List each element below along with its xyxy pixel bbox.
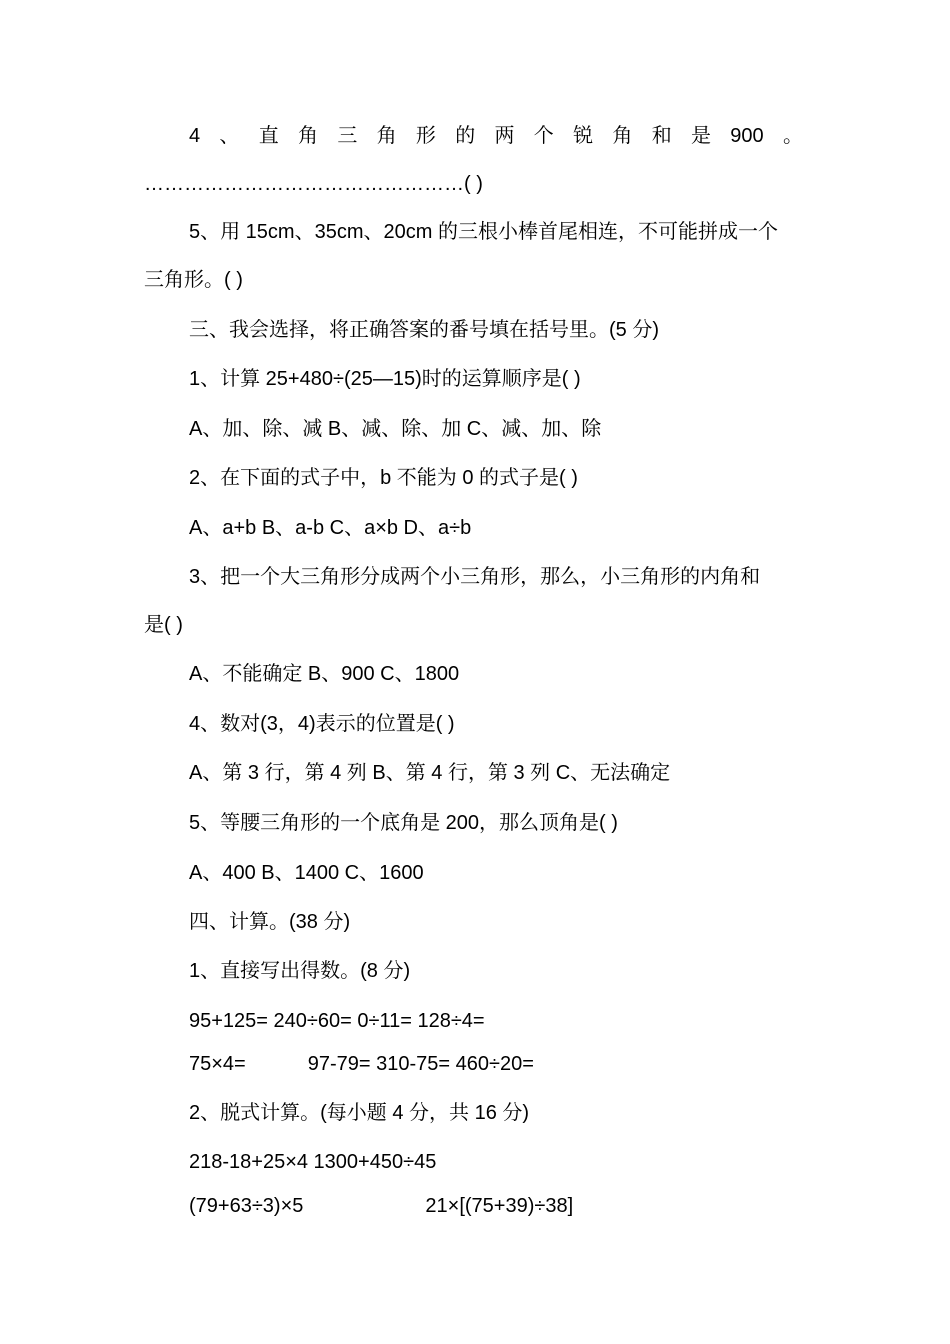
- q5-line-1: 5、用 15cm、35cm、20cm 的三根小棒首尾相连，不可能拼成一个: [189, 221, 778, 243]
- q4-statement: [189, 124, 803, 148]
- section-4-title: 四、计算。(38 分): [189, 911, 351, 933]
- q4-char: 直: [258, 125, 279, 147]
- choice-1-options: A、加、除、减 B、减、除、加 C、减、加、除: [189, 418, 602, 440]
- choice-2-question: 2、在下面的式子中，b 不能为 0 的式子是( ): [189, 467, 578, 489]
- choice-4-options: A、第 3 行，第 4 列 B、第 4 行，第 3 列 C、无法确定: [189, 762, 671, 784]
- q4-char: 形: [415, 125, 436, 147]
- q4-char: 角: [298, 125, 319, 147]
- choice-4-question: 4、数对(3，4)表示的位置是( ): [189, 713, 455, 735]
- oral-calc-row-1: 95+125= 240÷60= 0÷11= 128÷4=: [189, 1010, 485, 1032]
- q4-char: 900: [730, 125, 764, 147]
- q4-char: 角: [376, 125, 397, 147]
- q4-char: 的: [455, 125, 476, 147]
- q4-char: 、: [219, 125, 240, 147]
- choice-5-options: A、400 B、1400 C、1600: [189, 862, 424, 884]
- q4-char: 和: [651, 125, 672, 147]
- q5-line-2: 三角形。( ): [144, 269, 243, 291]
- choice-3-options: A、不能确定 B、900 C、1800: [189, 663, 460, 685]
- q4-char: 是: [690, 125, 711, 147]
- step-calc-row-2: [189, 1194, 573, 1218]
- q4-char: 。: [782, 125, 803, 147]
- choice-2-options: A、a+b B、a-b C、a×b D、a÷b: [189, 517, 472, 539]
- q4-char: 三: [337, 125, 358, 147]
- step-calc-row-1: 218-18+25×4 1300+450÷45: [189, 1151, 437, 1173]
- choice-3-question-line-2: 是( ): [144, 614, 183, 636]
- step-calc-item: (79+63÷3)×5: [189, 1195, 304, 1217]
- step-calc-item: 21×[(75+39)÷38]: [425, 1195, 574, 1217]
- subsection-2-title: 2、脱式计算。(每小题 4 分，共 16 分): [189, 1102, 530, 1124]
- q4-char: 个: [533, 125, 554, 147]
- q4-answer-dots: …………………………………………( ): [144, 173, 483, 195]
- oral-calc-items: 97-79= 310-75= 460÷20=: [307, 1053, 534, 1075]
- oral-calc-row-2: [189, 1052, 534, 1076]
- choice-5-question: 5、等腰三角形的一个底角是 200，那么顶角是( ): [189, 812, 618, 834]
- q4-char: 锐: [573, 125, 594, 147]
- section-3-title: 三、我会选择，将正确答案的番号填在括号里。(5 分): [189, 319, 659, 341]
- q4-char: 4: [189, 125, 201, 147]
- choice-3-question-line-1: 3、把一个大三角形分成两个小三角形，那么，小三角形的内角和: [189, 566, 761, 588]
- subsection-1-title: 1、直接写出得数。(8 分): [189, 960, 411, 982]
- q4-char: 角: [612, 125, 633, 147]
- choice-1-question: 1、计算 25+480÷(25—15)时的运算顺序是( ): [189, 368, 581, 390]
- q4-char: 两: [494, 125, 515, 147]
- oral-calc-item: 75×4=: [189, 1053, 246, 1075]
